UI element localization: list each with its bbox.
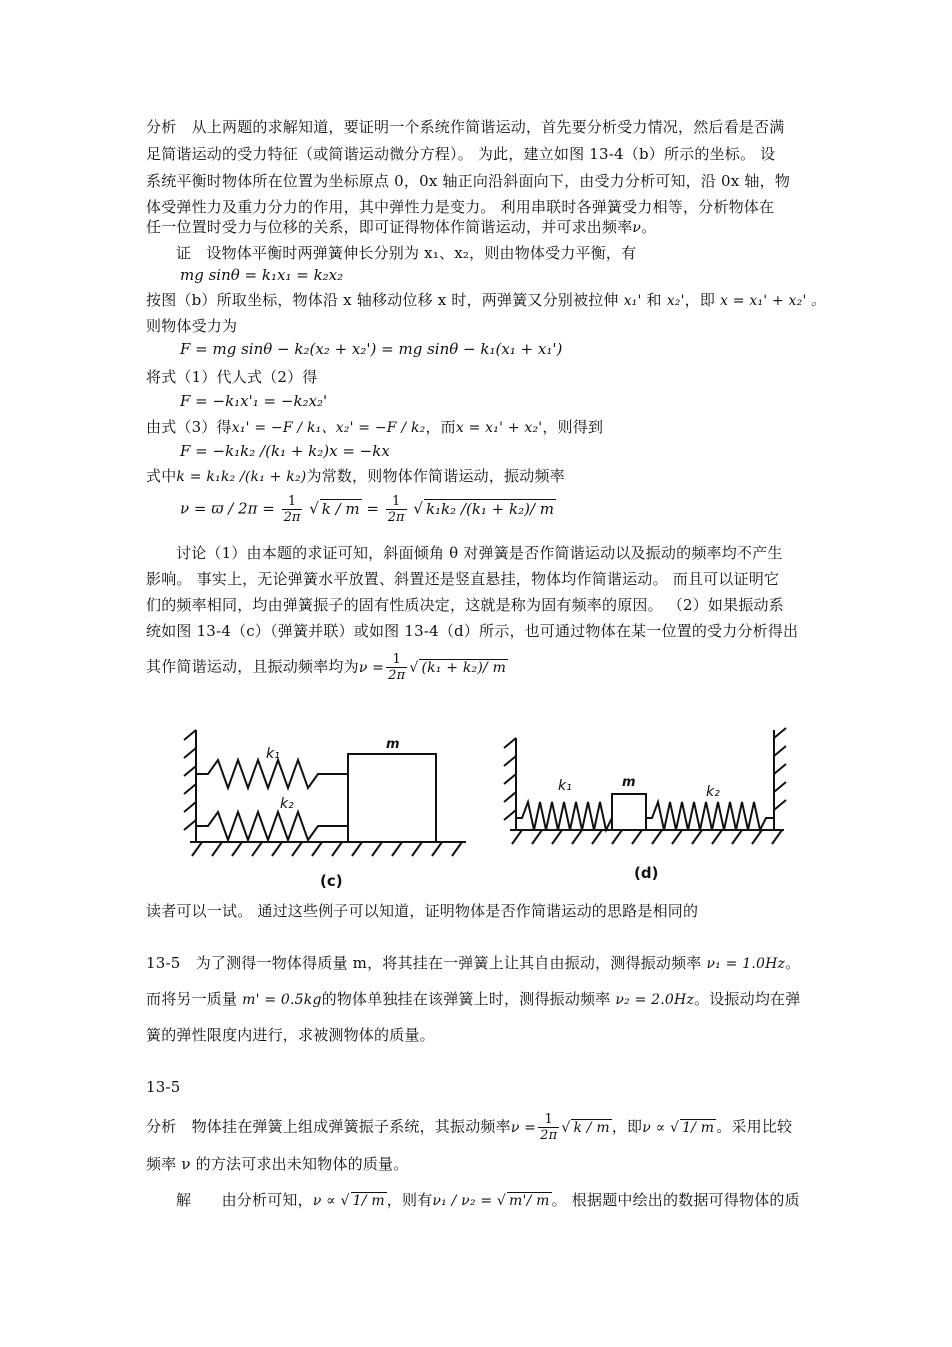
spring-figures (180, 718, 800, 898)
label-k2-d: k₂ (706, 784, 720, 800)
solution-number: 13-5 (146, 1078, 181, 1096)
constant-text: 式中k = k₁k₂ /(k₁ + k₂)为常数，则物体作简谐运动，振动频率 (146, 467, 565, 485)
label-k1-d: k₁ (558, 778, 572, 794)
problem-13-5-line-2: 而将另一质量 m' = 0.5kg的物体单独挂在该弹簧上时，测得振动频率 ν₂ = 2.0Hz。设振动均在弹 (146, 990, 801, 1008)
solution-analysis-line-1: 分析 物体挂在弹簧上组成弹簧振子系统，其振动频率ν = $\frac{1}{2\pi}$ √ k / m ，即ν ∝ √ 1/ m 。采用比较 (146, 1112, 793, 1143)
para-analysis-line-2: 足简谐运动的受力特征（或简谐运动微分方程）。 为此，建立如图 13-4（b）所示的坐标。 设 (146, 145, 776, 163)
problem-13-5-line-1: 13-5 为了测得一物体得质量 m，将其挂在一弹簧上让其自由振动，测得振动频率 ν₁ = 1.0Hz。 (146, 954, 801, 972)
discussion-line-2: 影响。 事实上，无论弹簧水平放置、斜置还是竖直悬挂，物体均作简谐运动。 而且可以证明它 (146, 570, 780, 588)
discussion-line-5: 其作简谐运动，且振动频率均为ν = $\frac{1}{2\pi}$ √ (k₁ + k₂)/ m (146, 652, 507, 683)
force-intro: 则物体受力为 (146, 317, 238, 335)
frequency-equation: ν = ϖ / 2π = $\frac{1}{2\pi}$ √ k / m = $\frac{1}{2\pi}$ √ k₁k₂ /(k₁ + k₂)/ m (180, 494, 555, 525)
equation-3: F = −k₁x'₁ = −k₂x₂' (180, 392, 328, 410)
discussion-line-3: 们的频率相同，均由弹簧振子的固有性质决定，这就是称为固有频率的原因。 （2）如果振动系 (146, 596, 784, 614)
equation-4: F = −k₁k₂ /(k₁ + k₂)x = −kx (180, 442, 390, 460)
para-analysis-line-5: 任一位置时受力与位移的关系，即可证得物体作简谐运动，并可求出频率ν。 (146, 218, 657, 236)
equation-1: mg sinθ = k₁x₁ = k₂x₂ (180, 266, 344, 284)
label-m-d: m (622, 775, 636, 790)
figure-c (184, 730, 466, 856)
label-k2-c: k₂ (280, 796, 294, 812)
para-analysis-line-1: 分析 从上两题的求解知道，要证明一个系统作简谐运动，首先要分析受力情况，然后看是否满 (146, 118, 785, 136)
closing-remark: 读者可以一试。 通过这些例子可以知道，证明物体是否作简谐运动的思路是相同的 (146, 902, 699, 920)
figure-c-caption: (c) (320, 872, 343, 890)
problem-13-5-line-3: 簧的弹性限度内进行，求被测物体的质量。 (146, 1026, 435, 1044)
nu-symbol: ν (632, 220, 642, 236)
figure-d-caption: (d) (634, 864, 659, 882)
para-coordinates: 按图（b）所取坐标，物体沿 x 轴移动位移 x 时，两弹簧又分别被拉伸 x₁' 和 x₂'，即 x = x₁' + x₂' 。 (146, 291, 826, 309)
figure-d (504, 728, 786, 844)
solution-analysis-line-2: 频率 ν 的方法可求出未知物体的质量。 (146, 1155, 409, 1173)
para-analysis-line-3: 系统平衡时物体所在位置为坐标原点 0，0x 轴正向沿斜面向下，由受力分析可知，沿 0x 轴，物 (146, 172, 791, 190)
label-m-c: m (386, 737, 400, 752)
proof-intro: 证 设物体平衡时两弹簧伸长分别为 x₁、x₂，则由物体受力平衡，有 (176, 244, 637, 262)
derivation-text: 由式（3）得x₁' = −F / k₁、x₂' = −F / k₂，而x = x₁' + x₂'，则得到 (146, 418, 604, 436)
solution-line: 解 由分析可知，ν ∝ √ 1/ m ，则有ν₁ / ν₂ = √ m'/ m 。 根据题中绘出的数据可得物体的质 (176, 1191, 800, 1209)
para-analysis-line-4: 体受弹性力及重力分力的作用，其中弹性力是变力。 利用串联时各弹簧受力相等，分析物体在 (146, 198, 775, 216)
discussion-line-4: 统如图 13-4（c）（弹簧并联）或如图 13-4（d）所示，也可通过物体在某一位置的受力分析得出 (146, 622, 799, 640)
label-k1-c: k₁ (266, 746, 280, 762)
equation-2: F = mg sinθ − k₂(x₂ + x₂') = mg sinθ − k₁(x₁ + x₁') (180, 340, 563, 358)
substitution-text: 将式（1）代人式（2）得 (146, 368, 318, 386)
discussion-line-1: 讨论（1）由本题的求证可知，斜面倾角 θ 对弹簧是否作简谐运动以及振动的频率均不产生 (176, 544, 783, 562)
